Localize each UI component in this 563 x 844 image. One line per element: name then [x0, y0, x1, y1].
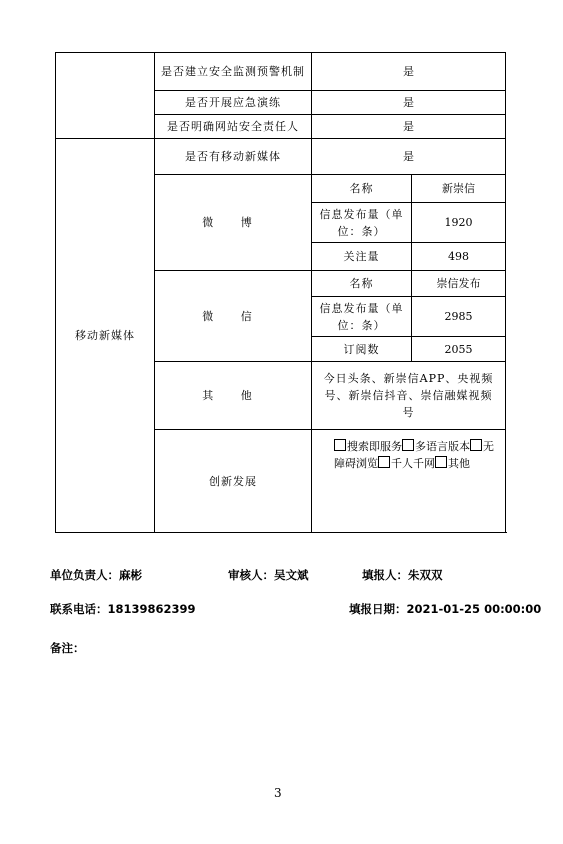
weibo-name-label: 名称 — [312, 175, 412, 203]
weibo-count-value: 1920 — [412, 203, 506, 243]
page-number: 3 — [274, 786, 282, 800]
fill-date: 填报日期：2021-01-25 00:00:00 — [349, 602, 542, 616]
table-row — [56, 53, 506, 91]
contact-phone: 联系电话：18139862399 — [50, 602, 196, 616]
other-value: 今日头条、新崇信APP、央视频号、新崇信抖音、崇信融媒视频号 — [312, 362, 506, 430]
has-mobile-value: 是 — [312, 139, 506, 175]
unit-head: 单位负责人：麻彬 — [50, 568, 142, 582]
option-search-service: 搜索即服务 — [347, 440, 402, 453]
checkbox-icon[interactable] — [435, 456, 447, 468]
drill-label: 是否开展应急演练 — [155, 91, 312, 115]
responsible-label: 是否明确网站安全责任人 — [155, 115, 312, 139]
option-accessibility: 无障碍浏览 — [334, 440, 494, 470]
checkbox-icon[interactable] — [334, 439, 346, 451]
innovation-section: 创新发展 — [155, 430, 312, 533]
wechat-name-label: 名称 — [312, 271, 412, 297]
table-row — [56, 139, 506, 175]
weibo-follow-label: 关注量 — [312, 243, 412, 271]
wechat-count-label: 信息发布量（单位：条） — [312, 297, 412, 337]
other-label: 其 他 — [155, 362, 312, 430]
drill-value: 是 — [312, 91, 506, 115]
responsible-value: 是 — [312, 115, 506, 139]
option-personalized: 千人千网 — [391, 457, 435, 470]
report-table — [55, 52, 506, 533]
wechat-label: 微 信 — [155, 271, 312, 362]
weibo-follow-value: 498 — [412, 243, 506, 271]
weibo-name-value: 新崇信 — [412, 175, 506, 203]
blank-cell — [56, 53, 155, 139]
checkbox-icon[interactable] — [470, 439, 482, 451]
reviewer: 审核人：吴文斌 — [228, 568, 309, 582]
wechat-sub-label: 订阅数 — [312, 337, 412, 362]
early-warning-value: 是 — [312, 53, 506, 91]
early-warning-label: 是否建立安全监测预警机制 — [155, 53, 312, 91]
checkbox-icon[interactable] — [378, 456, 390, 468]
filler: 填报人：朱双双 — [362, 568, 443, 582]
mobile-media-section: 移动新媒体 — [56, 139, 155, 533]
wechat-sub-value: 2055 — [412, 337, 506, 362]
checkbox-icon[interactable] — [402, 439, 414, 451]
has-mobile-label: 是否有移动新媒体 — [155, 139, 312, 175]
option-multilingual: 多语言版本 — [415, 440, 470, 453]
weibo-count-label: 信息发布量（单位：条） — [312, 203, 412, 243]
wechat-count-value: 2985 — [412, 297, 506, 337]
innovation-options — [312, 430, 506, 533]
weibo-label: 微 博 — [155, 175, 312, 271]
remark: 备注： — [50, 641, 85, 655]
option-other: 其他 — [448, 457, 470, 470]
wechat-name-value: 崇信发布 — [412, 271, 506, 297]
